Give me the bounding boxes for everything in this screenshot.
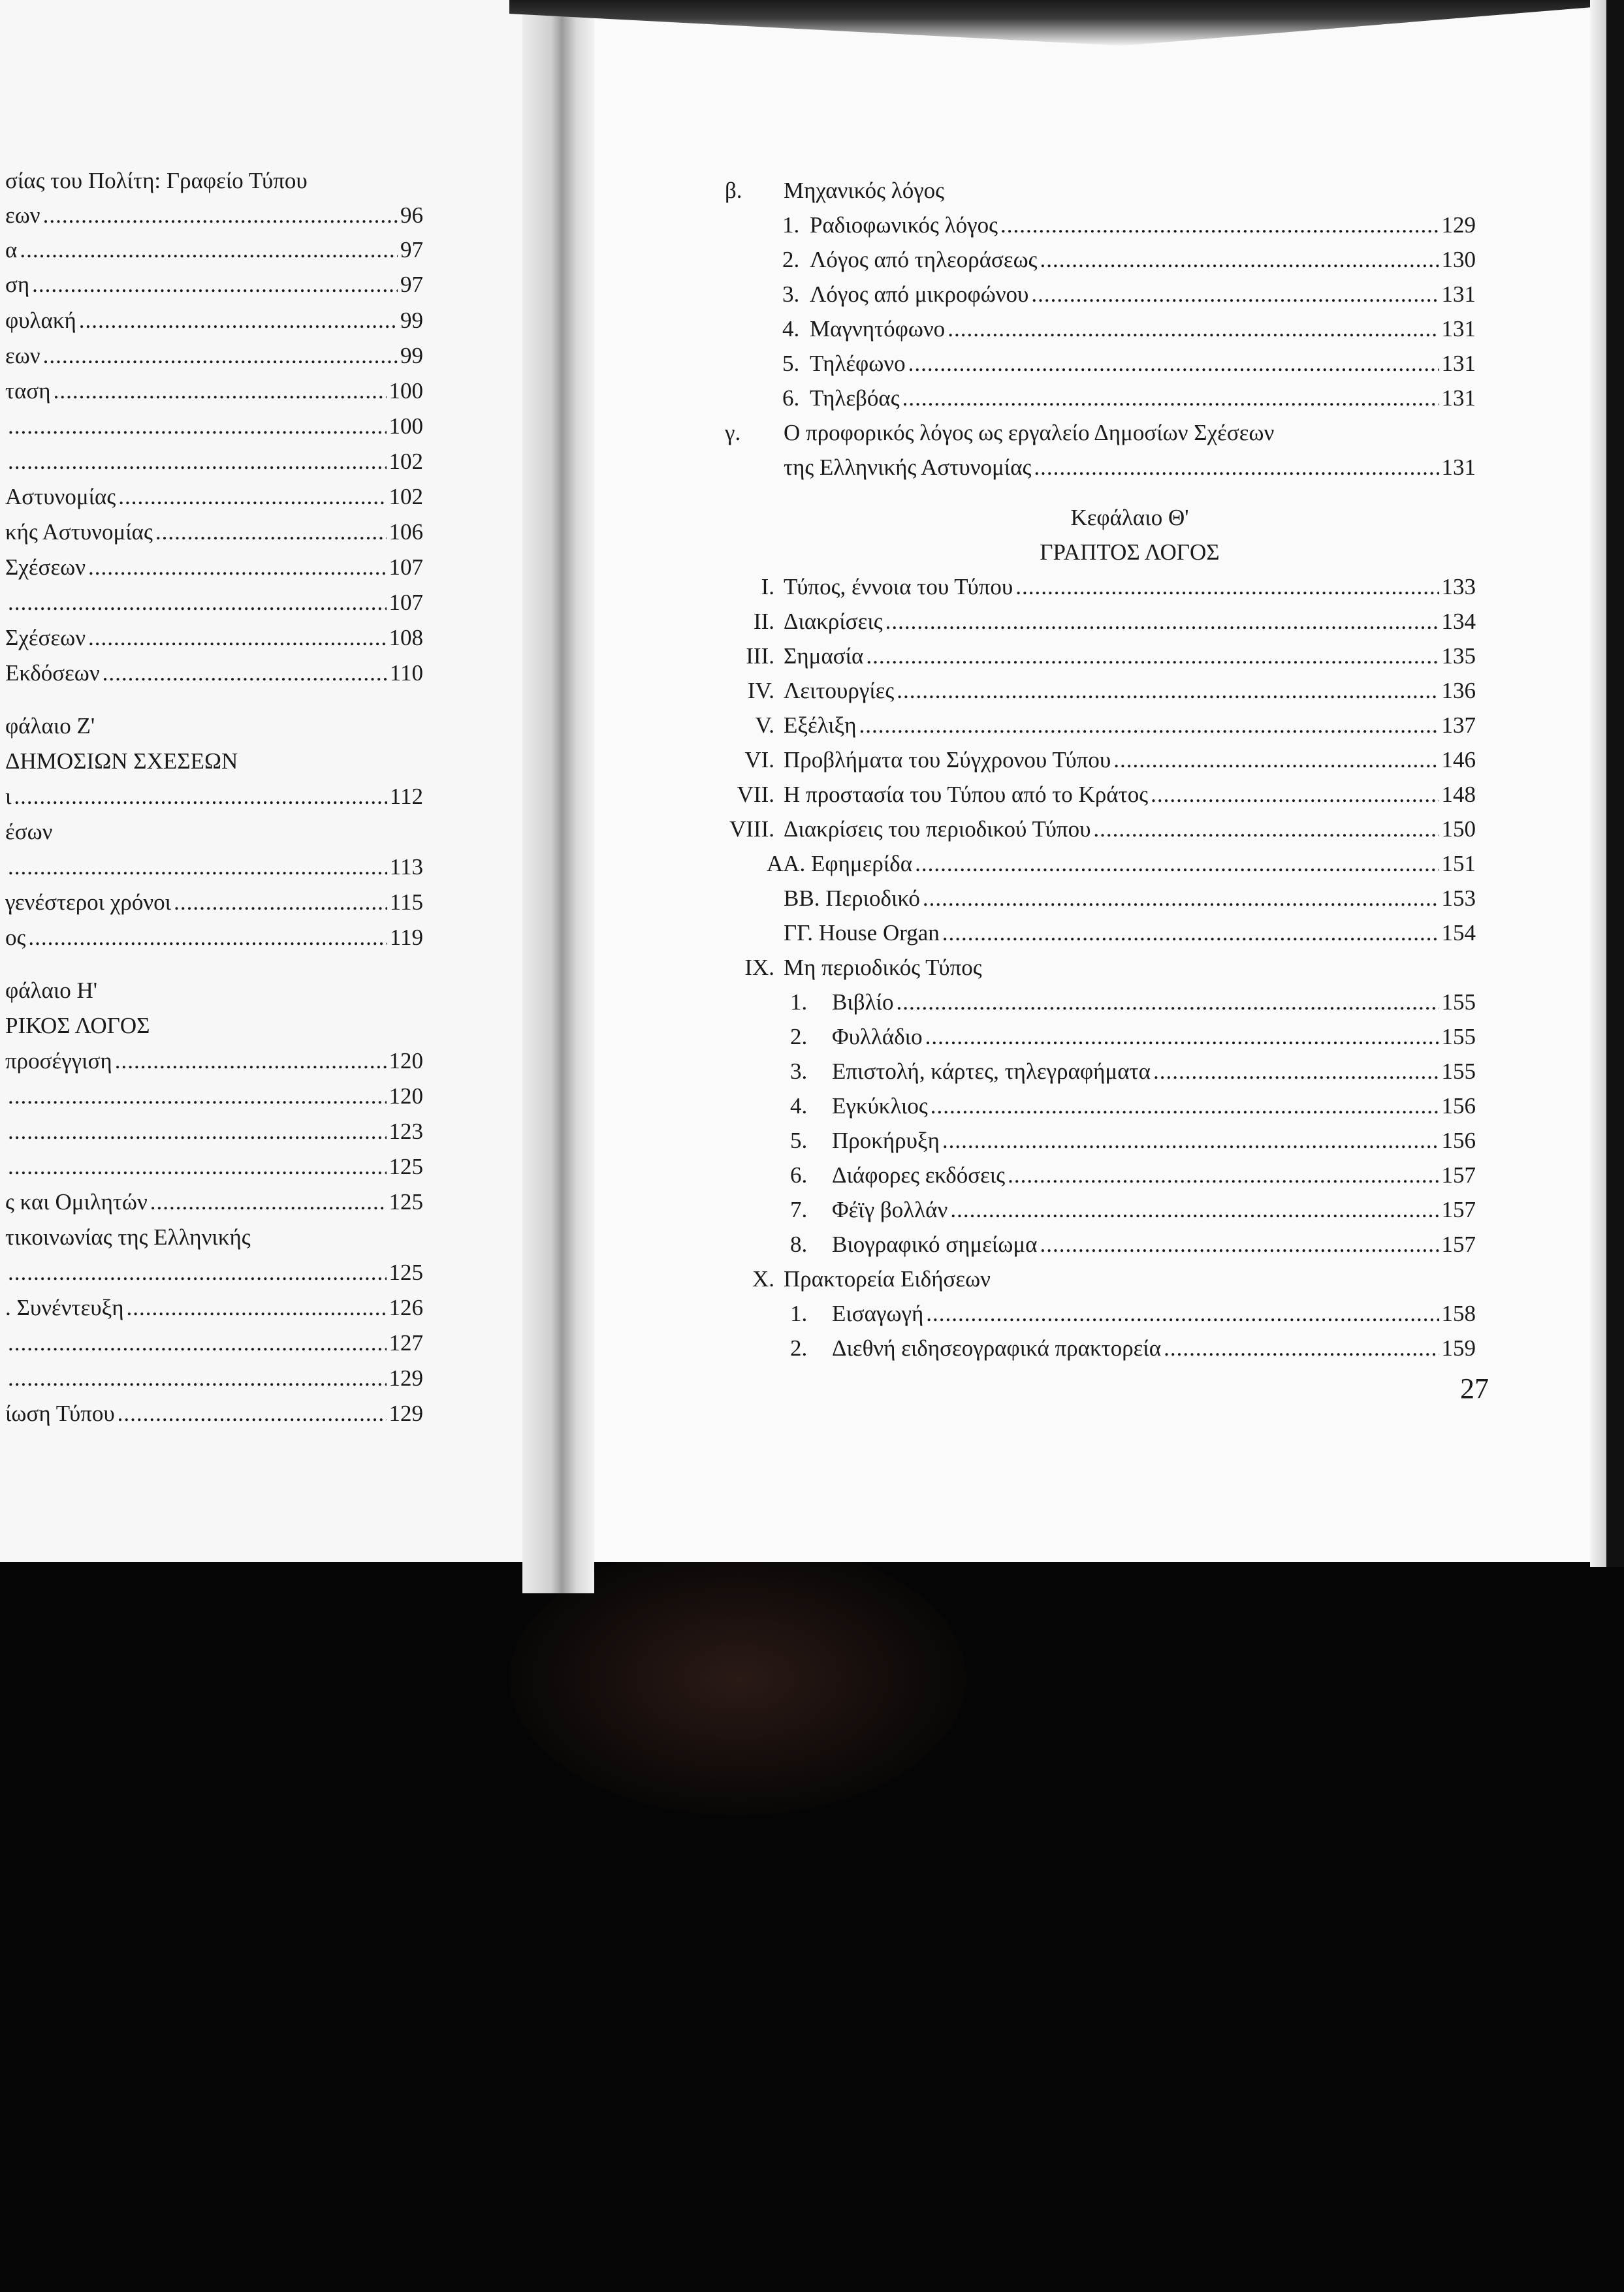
toc-label: Φυλλάδιο <box>832 1024 923 1049</box>
toc-number: 8. <box>790 1232 808 1257</box>
toc-number: 2. <box>790 1024 808 1049</box>
toc-label: της Ελληνικής Αστυνομίας <box>784 454 1032 480</box>
toc-row <box>705 950 1476 985</box>
toc-label: Μηχανικός λόγος <box>784 178 945 203</box>
toc-page: 136 <box>1441 678 1476 703</box>
toc-number: 5. <box>790 1128 808 1153</box>
toc-page: 157 <box>1441 1162 1476 1188</box>
toc-page: 153 <box>1441 885 1476 911</box>
toc-label: Βιογραφικό σημείωμα <box>832 1232 1038 1257</box>
toc-label: Μη περιοδικός Τύπος <box>784 955 982 980</box>
toc-label: Η προστασία του Τύπου από το Κράτος <box>784 782 1149 807</box>
toc-label: Διάφορες εκδόσεις <box>832 1162 1006 1188</box>
toc-page: 131 <box>1441 385 1476 411</box>
toc-number: 6. <box>782 385 800 411</box>
toc-row <box>790 1089 1476 1124</box>
toc-page: 100 <box>389 378 423 404</box>
toc-number: γ. <box>725 420 741 445</box>
toc-page: 108 <box>389 625 423 650</box>
toc-page: 156 <box>1441 1128 1476 1153</box>
toc-label: . Συνέντευξη <box>5 1295 124 1320</box>
toc-row <box>782 381 1476 416</box>
toc-page: 130 <box>1441 247 1476 272</box>
page-number: 27 <box>1460 1373 1489 1405</box>
toc-page: 110 <box>389 660 423 686</box>
toc-label: ση <box>5 272 30 297</box>
toc-number: I. <box>761 574 774 599</box>
toc-row <box>782 277 1476 312</box>
toc-label: εων <box>5 202 40 228</box>
toc-label: Εξέλιξη <box>784 712 857 738</box>
toc-number: 1. <box>790 1301 808 1326</box>
chapter-heading: Κεφάλαιο Θ' <box>1070 505 1189 530</box>
chapter-title: ΓΡΑΠΤΟΣ ΛΟΓΟΣ <box>1040 539 1220 565</box>
toc-label: τικοινωνίας της Ελληνικής <box>5 1224 251 1250</box>
toc-label: Διεθνή ειδησεογραφικά πρακτορεία <box>832 1335 1162 1361</box>
toc-label: Προκήρυξη <box>832 1128 940 1153</box>
toc-label: Αστυνομίας <box>5 484 116 509</box>
toc-label: Τηλέφωνο <box>810 351 906 376</box>
toc-row <box>705 604 1476 639</box>
toc-page: 131 <box>1441 351 1476 376</box>
toc-page: 99 <box>400 343 423 368</box>
toc-number: 5. <box>782 351 800 376</box>
toc-label: ΑΑ. Εφημερίδα <box>767 851 913 876</box>
toc-label: γενέστεροι χρόνοι <box>5 889 172 915</box>
toc-row <box>782 311 1476 347</box>
toc-label: Σημασία <box>784 643 864 669</box>
toc-row <box>782 346 1476 381</box>
chapter-title: ΔΗΜΟΣΙΩΝ ΣΧΕΣΕΩΝ <box>5 748 238 774</box>
toc-number: 2. <box>790 1335 808 1361</box>
toc-row <box>725 415 1476 451</box>
toc-number: VIII. <box>729 816 774 842</box>
toc-page: 125 <box>389 1189 423 1215</box>
toc-row <box>790 1019 1476 1055</box>
toc-page: 107 <box>389 554 423 580</box>
toc-row <box>725 173 1476 208</box>
toc-page: 120 <box>389 1083 423 1109</box>
toc-label: ίωση Τύπου <box>5 1401 115 1426</box>
toc-label: Λόγος από μικροφώνου <box>810 281 1029 307</box>
toc-row <box>790 1227 1476 1262</box>
toc-label: Εισαγωγή <box>832 1301 924 1326</box>
toc-page: 125 <box>389 1154 423 1179</box>
toc-row <box>705 742 1476 778</box>
toc-page: 157 <box>1441 1232 1476 1257</box>
toc-page: 129 <box>1441 212 1476 238</box>
toc-label: Ο προφορικός λόγος ως εργαλείο Δημοσίων Σχέσεων <box>784 420 1275 445</box>
toc-page: 156 <box>1441 1093 1476 1119</box>
toc-number: 4. <box>790 1093 808 1119</box>
toc-row <box>705 812 1476 847</box>
toc-label: Λειτουργίες <box>784 678 895 703</box>
toc-row <box>705 777 1476 812</box>
toc-page: 107 <box>389 590 423 615</box>
toc-label: Τύπος, έννοια του Τύπου <box>784 574 1013 599</box>
toc-page: 113 <box>389 854 423 880</box>
toc-label: κής Αστυνομίας <box>5 519 153 545</box>
toc-row <box>790 985 1476 1020</box>
toc-page: 129 <box>389 1401 423 1426</box>
toc-number: II. <box>753 609 774 634</box>
toc-page: 120 <box>389 1048 423 1074</box>
toc-label: ταση <box>5 378 51 404</box>
toc-number: VII. <box>737 782 774 807</box>
toc-number: IV. <box>747 678 774 703</box>
toc-row <box>705 569 1476 605</box>
toc-number: 1. <box>790 989 808 1015</box>
toc-number: VI. <box>744 747 774 772</box>
toc-label: φυλακή <box>5 308 76 333</box>
toc-row <box>767 846 1476 882</box>
toc-row <box>782 208 1476 243</box>
toc-page: 125 <box>389 1260 423 1285</box>
toc-row <box>784 881 1476 916</box>
toc-row <box>790 1192 1476 1228</box>
toc-page: 119 <box>389 925 423 950</box>
toc-page: 97 <box>400 272 423 297</box>
toc-number: IX. <box>744 955 774 980</box>
toc-label: Διακρίσεις <box>784 609 883 634</box>
toc-page: 158 <box>1441 1301 1476 1326</box>
toc-number: 1. <box>782 212 800 238</box>
toc-row <box>705 639 1476 674</box>
toc-number: 3. <box>782 281 800 307</box>
toc-label: εων <box>5 343 40 368</box>
toc-row <box>790 1158 1476 1193</box>
toc-label: Λόγος από τηλεοράσεως <box>810 247 1038 272</box>
toc-label: α <box>5 237 18 263</box>
toc-page: 112 <box>389 784 423 809</box>
toc-row <box>784 450 1476 485</box>
toc-page: 157 <box>1441 1197 1476 1222</box>
toc-page: 123 <box>389 1119 423 1144</box>
toc-number: X. <box>752 1266 774 1292</box>
toc-page: 102 <box>389 449 423 474</box>
toc-page: 155 <box>1441 1024 1476 1049</box>
toc-label: ς και Ομιλητών <box>5 1189 148 1215</box>
toc-number: 3. <box>790 1058 808 1084</box>
toc-number: III. <box>746 643 774 669</box>
toc-label: Σχέσεων <box>5 554 86 580</box>
toc-label: ι <box>5 784 12 809</box>
toc-row <box>705 1262 1476 1297</box>
toc-page: 137 <box>1441 712 1476 738</box>
toc-label: Ραδιοφωνικός λόγος <box>810 212 998 238</box>
toc-page: 150 <box>1441 816 1476 842</box>
toc-label: ος <box>5 925 26 950</box>
toc-row <box>705 673 1476 708</box>
chapter-title: ΡΙΚΟΣ ΛΟΓΟΣ <box>5 1013 150 1038</box>
toc-number: β. <box>725 178 742 203</box>
toc-page: 127 <box>389 1330 423 1356</box>
toc-label: σίας του Πολίτη: Γραφείο Τύπου <box>5 168 308 193</box>
toc-page: 135 <box>1441 643 1476 669</box>
toc-page: 148 <box>1441 782 1476 807</box>
toc-label: Πρακτορεία Ειδήσεων <box>784 1266 991 1292</box>
toc-label: Σχέσεων <box>5 625 86 650</box>
toc-page: 102 <box>389 484 423 509</box>
toc-page: 155 <box>1441 1058 1476 1084</box>
toc-page: 131 <box>1441 316 1476 342</box>
toc-page: 126 <box>389 1295 423 1320</box>
toc-page: 131 <box>1441 454 1476 480</box>
toc-page: 155 <box>1441 989 1476 1015</box>
toc-label: Βιβλίο <box>832 989 894 1015</box>
toc-row <box>784 915 1476 951</box>
toc-page: 131 <box>1441 281 1476 307</box>
toc-label: Εκδόσεων <box>5 660 100 686</box>
toc-row <box>790 1054 1476 1089</box>
toc-page: 97 <box>400 237 423 263</box>
toc-page: 100 <box>389 413 423 439</box>
toc-row <box>782 242 1476 278</box>
toc-row <box>790 1123 1476 1158</box>
toc-label: Φέϊγ βολλάν <box>832 1197 948 1222</box>
toc-page: 146 <box>1441 747 1476 772</box>
toc-label: Εγκύκλιος <box>832 1093 928 1119</box>
chapter-heading: φάλαιο Ζ' <box>5 713 95 739</box>
toc-label: προσέγγιση <box>5 1048 112 1074</box>
toc-label: Μαγνητόφωνο <box>810 316 946 342</box>
toc-page: 154 <box>1441 920 1476 946</box>
toc-row <box>790 1331 1476 1366</box>
toc-number: 6. <box>790 1162 808 1188</box>
toc-label: Προβλήματα του Σύγχρονου Τύπου <box>784 747 1111 772</box>
toc-page: 99 <box>400 308 423 333</box>
toc-page: 134 <box>1441 609 1476 634</box>
toc-page: 151 <box>1441 851 1476 876</box>
toc-label: ΒΒ. Περιοδικό <box>784 885 920 911</box>
toc-page: 115 <box>389 889 423 915</box>
toc-label: ΓΓ. House Organ <box>784 920 940 946</box>
toc-number: 7. <box>790 1197 808 1222</box>
toc-number: 2. <box>782 247 800 272</box>
toc-page: 159 <box>1441 1335 1476 1361</box>
toc-page: 129 <box>389 1365 423 1391</box>
toc-label: Επιστολή, κάρτες, τηλεγραφήματα <box>832 1058 1151 1084</box>
toc-row <box>790 1296 1476 1331</box>
toc-number: 4. <box>782 316 800 342</box>
toc-row <box>705 708 1476 743</box>
toc-page: 106 <box>389 519 423 545</box>
toc-number: V. <box>755 712 774 738</box>
chapter-heading: φάλαιο Η' <box>5 978 98 1003</box>
toc-label: Τηλεβόας <box>810 385 900 411</box>
toc-label: έσων <box>5 819 53 844</box>
toc-page: 133 <box>1441 574 1476 599</box>
toc-page: 96 <box>400 202 423 228</box>
toc-label: Διακρίσεις του περιοδικού Τύπου <box>784 816 1091 842</box>
